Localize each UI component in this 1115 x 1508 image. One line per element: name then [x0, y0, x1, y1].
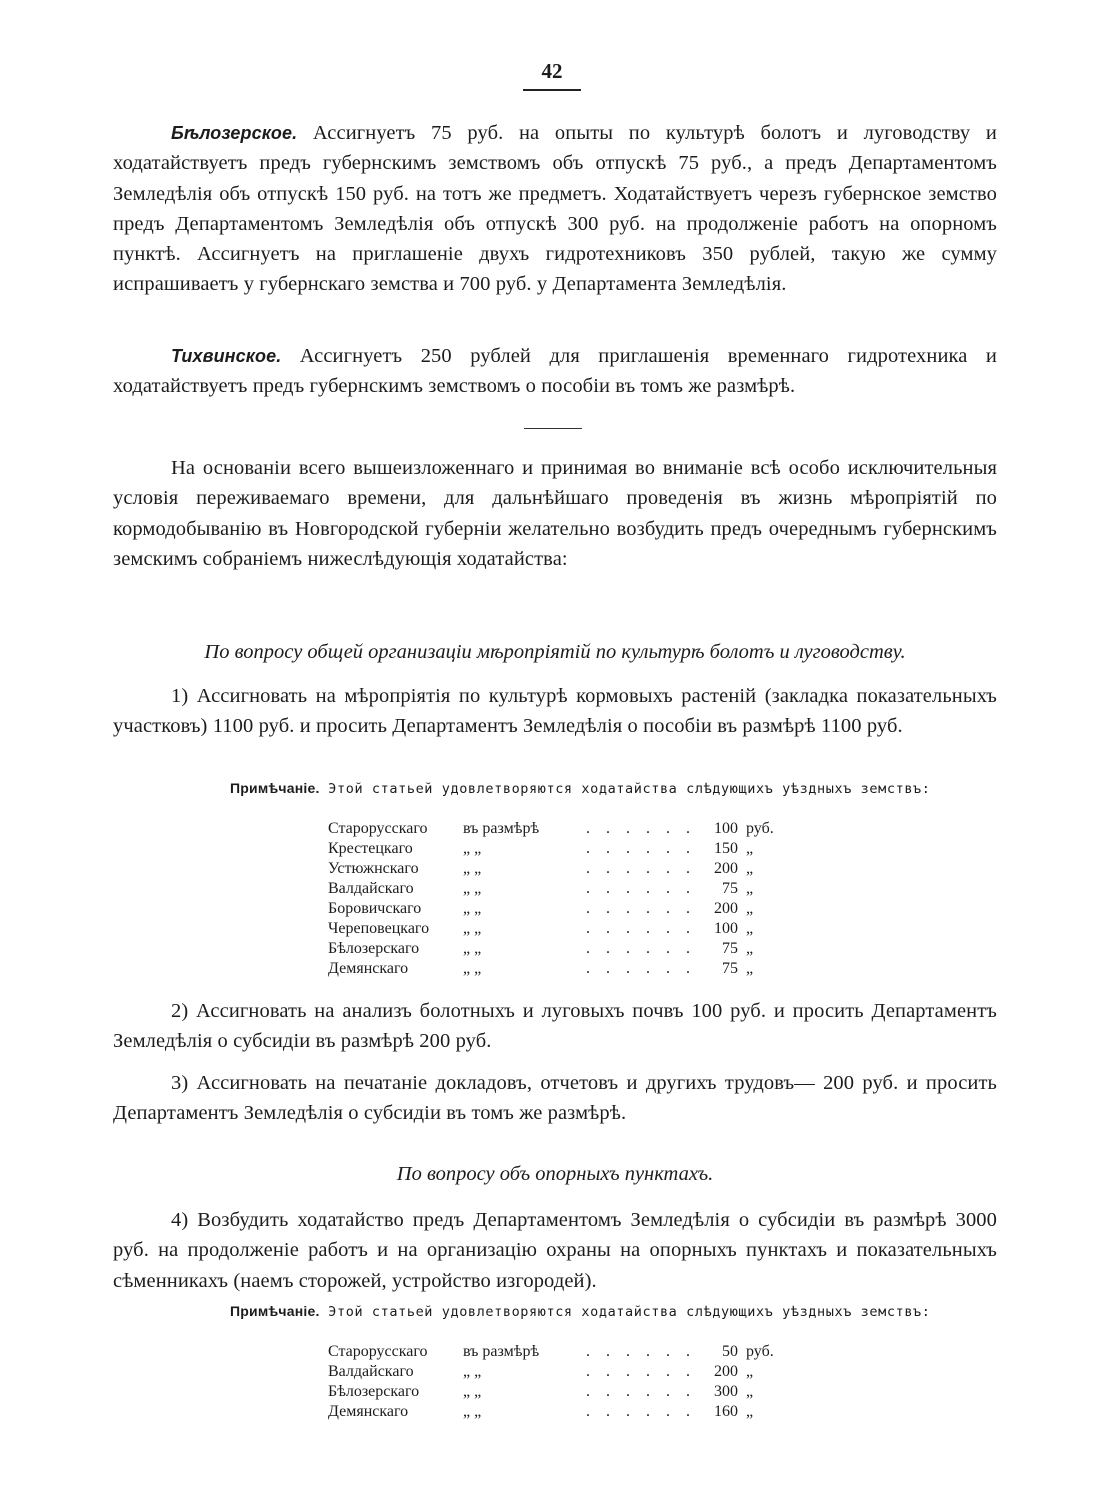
amount-unit: „ — [746, 840, 754, 857]
zemstvo-name: Старорусскаго — [328, 1343, 428, 1360]
amount-unit: „ — [746, 960, 754, 977]
leader-dots: . . . . . . — [586, 820, 696, 837]
zemstvo-name: Демянскаго — [328, 960, 409, 977]
section-heading-organization: По вопросу общей организаціи мѣропріятій по культурѣ болотъ и луговодству. — [204, 641, 906, 663]
amount-phrase: „ „ — [463, 940, 482, 957]
zemstvo-name: Валдайскаго — [328, 1363, 414, 1380]
section-heading-support-points: По вопросу объ опорныхъ пунктахъ. — [396, 1163, 714, 1185]
note-lead: Примѣчаніе. — [230, 1303, 320, 1319]
amount-unit: руб. — [746, 820, 774, 837]
paragraph-belozersk — [113, 118, 997, 300]
section-separator — [524, 428, 582, 429]
amount-phrase: „ „ — [463, 840, 482, 857]
amount-value: 100 — [714, 820, 738, 837]
paragraph-tikhvin — [113, 341, 997, 402]
note-text: Этой статьей удовлетворяются ходатайства слѣдующихъ уѣздныхъ земствъ: — [319, 781, 931, 797]
page-number: 42 — [541, 59, 563, 83]
amount-value: 50 — [722, 1343, 738, 1360]
amount-value: 160 — [714, 1403, 738, 1420]
amount-phrase: въ размѣрѣ — [463, 820, 540, 837]
amount-value: 100 — [714, 920, 738, 937]
leader-dots: . . . . . . — [586, 1363, 696, 1380]
paragraph-lead: Тихвинское. — [171, 346, 282, 366]
amount-unit: „ — [746, 860, 754, 877]
note-1 — [166, 778, 1002, 799]
leader-dots: . . . . . . — [586, 880, 696, 897]
amount-unit: „ — [746, 880, 754, 897]
amount-phrase: „ „ — [463, 920, 482, 937]
amount-value: 200 — [714, 900, 738, 917]
zemstvo-name: Бѣлозерскаго — [328, 940, 420, 957]
paragraph-lead: Бѣлозерское. — [171, 123, 298, 143]
amount-unit: „ — [746, 1383, 754, 1400]
paragraph-text: Ассигнуетъ 250 рублей для приглашенія временнаго гидротехника и ходатайствуетъ предъ губернскимъ земствомъ о пособіи въ томъ же размѣрѣ. — [113, 345, 997, 398]
amount-unit: „ — [746, 900, 754, 917]
leader-dots: . . . . . . — [586, 920, 696, 937]
amount-unit: „ — [746, 1363, 754, 1380]
leader-dots: . . . . . . — [586, 840, 696, 857]
zemstvo-name: Череповецкаго — [328, 920, 430, 937]
zemstvo-name: Устюжнскаго — [328, 860, 419, 877]
paragraph-intro: На основаніи всего вышеизложеннаго и принимая во вниманіе всѣ особо исключительныя условія переживаемаго времени, для дальнѣйшаго проведенія въ жизнь мѣропріятій по кормодобыванію въ Новгородской губерніи желательно возбудить предъ очереднымъ губернскимъ земскимъ собраніемъ нижеслѣдующія ходатайства: — [113, 457, 997, 570]
zemstvo-name: Старорусскаго — [328, 820, 428, 837]
amount-unit: руб. — [746, 1343, 774, 1360]
amount-unit: „ — [746, 1403, 754, 1420]
amount-phrase: „ „ — [463, 960, 482, 977]
amount-value: 75 — [722, 940, 738, 957]
amount-phrase: „ „ — [463, 880, 482, 897]
amount-phrase: „ „ — [463, 1403, 482, 1420]
leader-dots: . . . . . . — [586, 1403, 696, 1420]
amount-value: 150 — [714, 840, 738, 857]
paragraph-text: Ассигнуетъ 75 руб. на опыты по культурѣ болотъ и луговодству и ходатайствуетъ предъ губернскимъ земствомъ объ отпускѣ 75 руб., а предъ Департаментомъ Земледѣлія объ отпускѣ 150 руб. на тотъ же предметъ. Ходатайствуетъ черезъ губернское земство предъ Департаментомъ Земледѣлія объ отпускѣ 300 руб. на продолженіе работъ на опорномъ пунктѣ. Ассигнуетъ на приглашеніе двухъ гидротехниковъ 350 рублей, такую же сумму испрашиваетъ у губернскаго земства и 700 руб. у Департамента Земледѣлія. — [113, 122, 997, 296]
note-2 — [166, 1301, 1002, 1322]
amount-value: 300 — [714, 1383, 738, 1400]
amount-value: 75 — [722, 880, 738, 897]
note-text: Этой статьей удовлетворяются ходатайства слѣдующихъ уѣздныхъ земствъ: — [319, 1304, 931, 1320]
amount-value: 200 — [714, 1363, 738, 1380]
amount-unit: „ — [746, 920, 754, 937]
leader-dots: . . . . . . — [586, 1383, 696, 1400]
zemstvo-name: Крестецкаго — [328, 840, 413, 857]
leader-dots: . . . . . . — [586, 1343, 696, 1360]
amount-unit: „ — [746, 940, 754, 957]
leader-dots: . . . . . . — [586, 940, 696, 957]
amount-phrase: „ „ — [463, 860, 482, 877]
page-number-rule — [523, 89, 581, 91]
zemstvo-name: Боровичскаго — [328, 900, 422, 917]
amount-phrase: „ „ — [463, 1383, 482, 1400]
item-2: 2) Ассигновать на анализъ болотныхъ и луговыхъ почвъ 100 руб. и просить Департаментъ Земледѣлія о субсидіи въ размѣрѣ 200 руб. — [113, 1000, 997, 1053]
item-1: 1) Ассигновать на мѣропріятія по культурѣ кормовыхъ растеній (закладка показательныхъ участковъ) 1100 руб. и просить Департаментъ Земледѣлія о пособіи въ размѣрѣ 1100 руб. — [113, 685, 997, 738]
zemstvo-name: Демянскаго — [328, 1403, 409, 1420]
leader-dots: . . . . . . — [586, 900, 696, 917]
amount-phrase: „ „ — [463, 900, 482, 917]
amount-value: 200 — [714, 860, 738, 877]
leader-dots: . . . . . . — [586, 960, 696, 977]
amount-phrase: „ „ — [463, 1363, 482, 1380]
note-lead: Примѣчаніе. — [230, 780, 320, 796]
amount-phrase: въ размѣрѣ — [463, 1343, 540, 1360]
zemstvo-name: Бѣлозерскаго — [328, 1383, 420, 1400]
leader-dots: . . . . . . — [586, 860, 696, 877]
amount-value: 75 — [722, 960, 738, 977]
zemstvo-name: Валдайскаго — [328, 880, 414, 897]
item-3: 3) Ассигновать на печатаніе докладовъ, отчетовъ и другихъ трудовъ— 200 руб. и просить Департаментъ Земледѣлія о субсидіи въ томъ же размѣрѣ. — [113, 1072, 997, 1125]
item-4: 4) Возбудить ходатайство предъ Департаментомъ Земледѣлія о субсидіи въ размѣрѣ 3000 руб. на продолженіе работъ и на организацію охраны на опорныхъ пунктахъ и показательныхъ сѣменникахъ (наемъ сторожей, устройство изгородей). — [113, 1209, 997, 1292]
